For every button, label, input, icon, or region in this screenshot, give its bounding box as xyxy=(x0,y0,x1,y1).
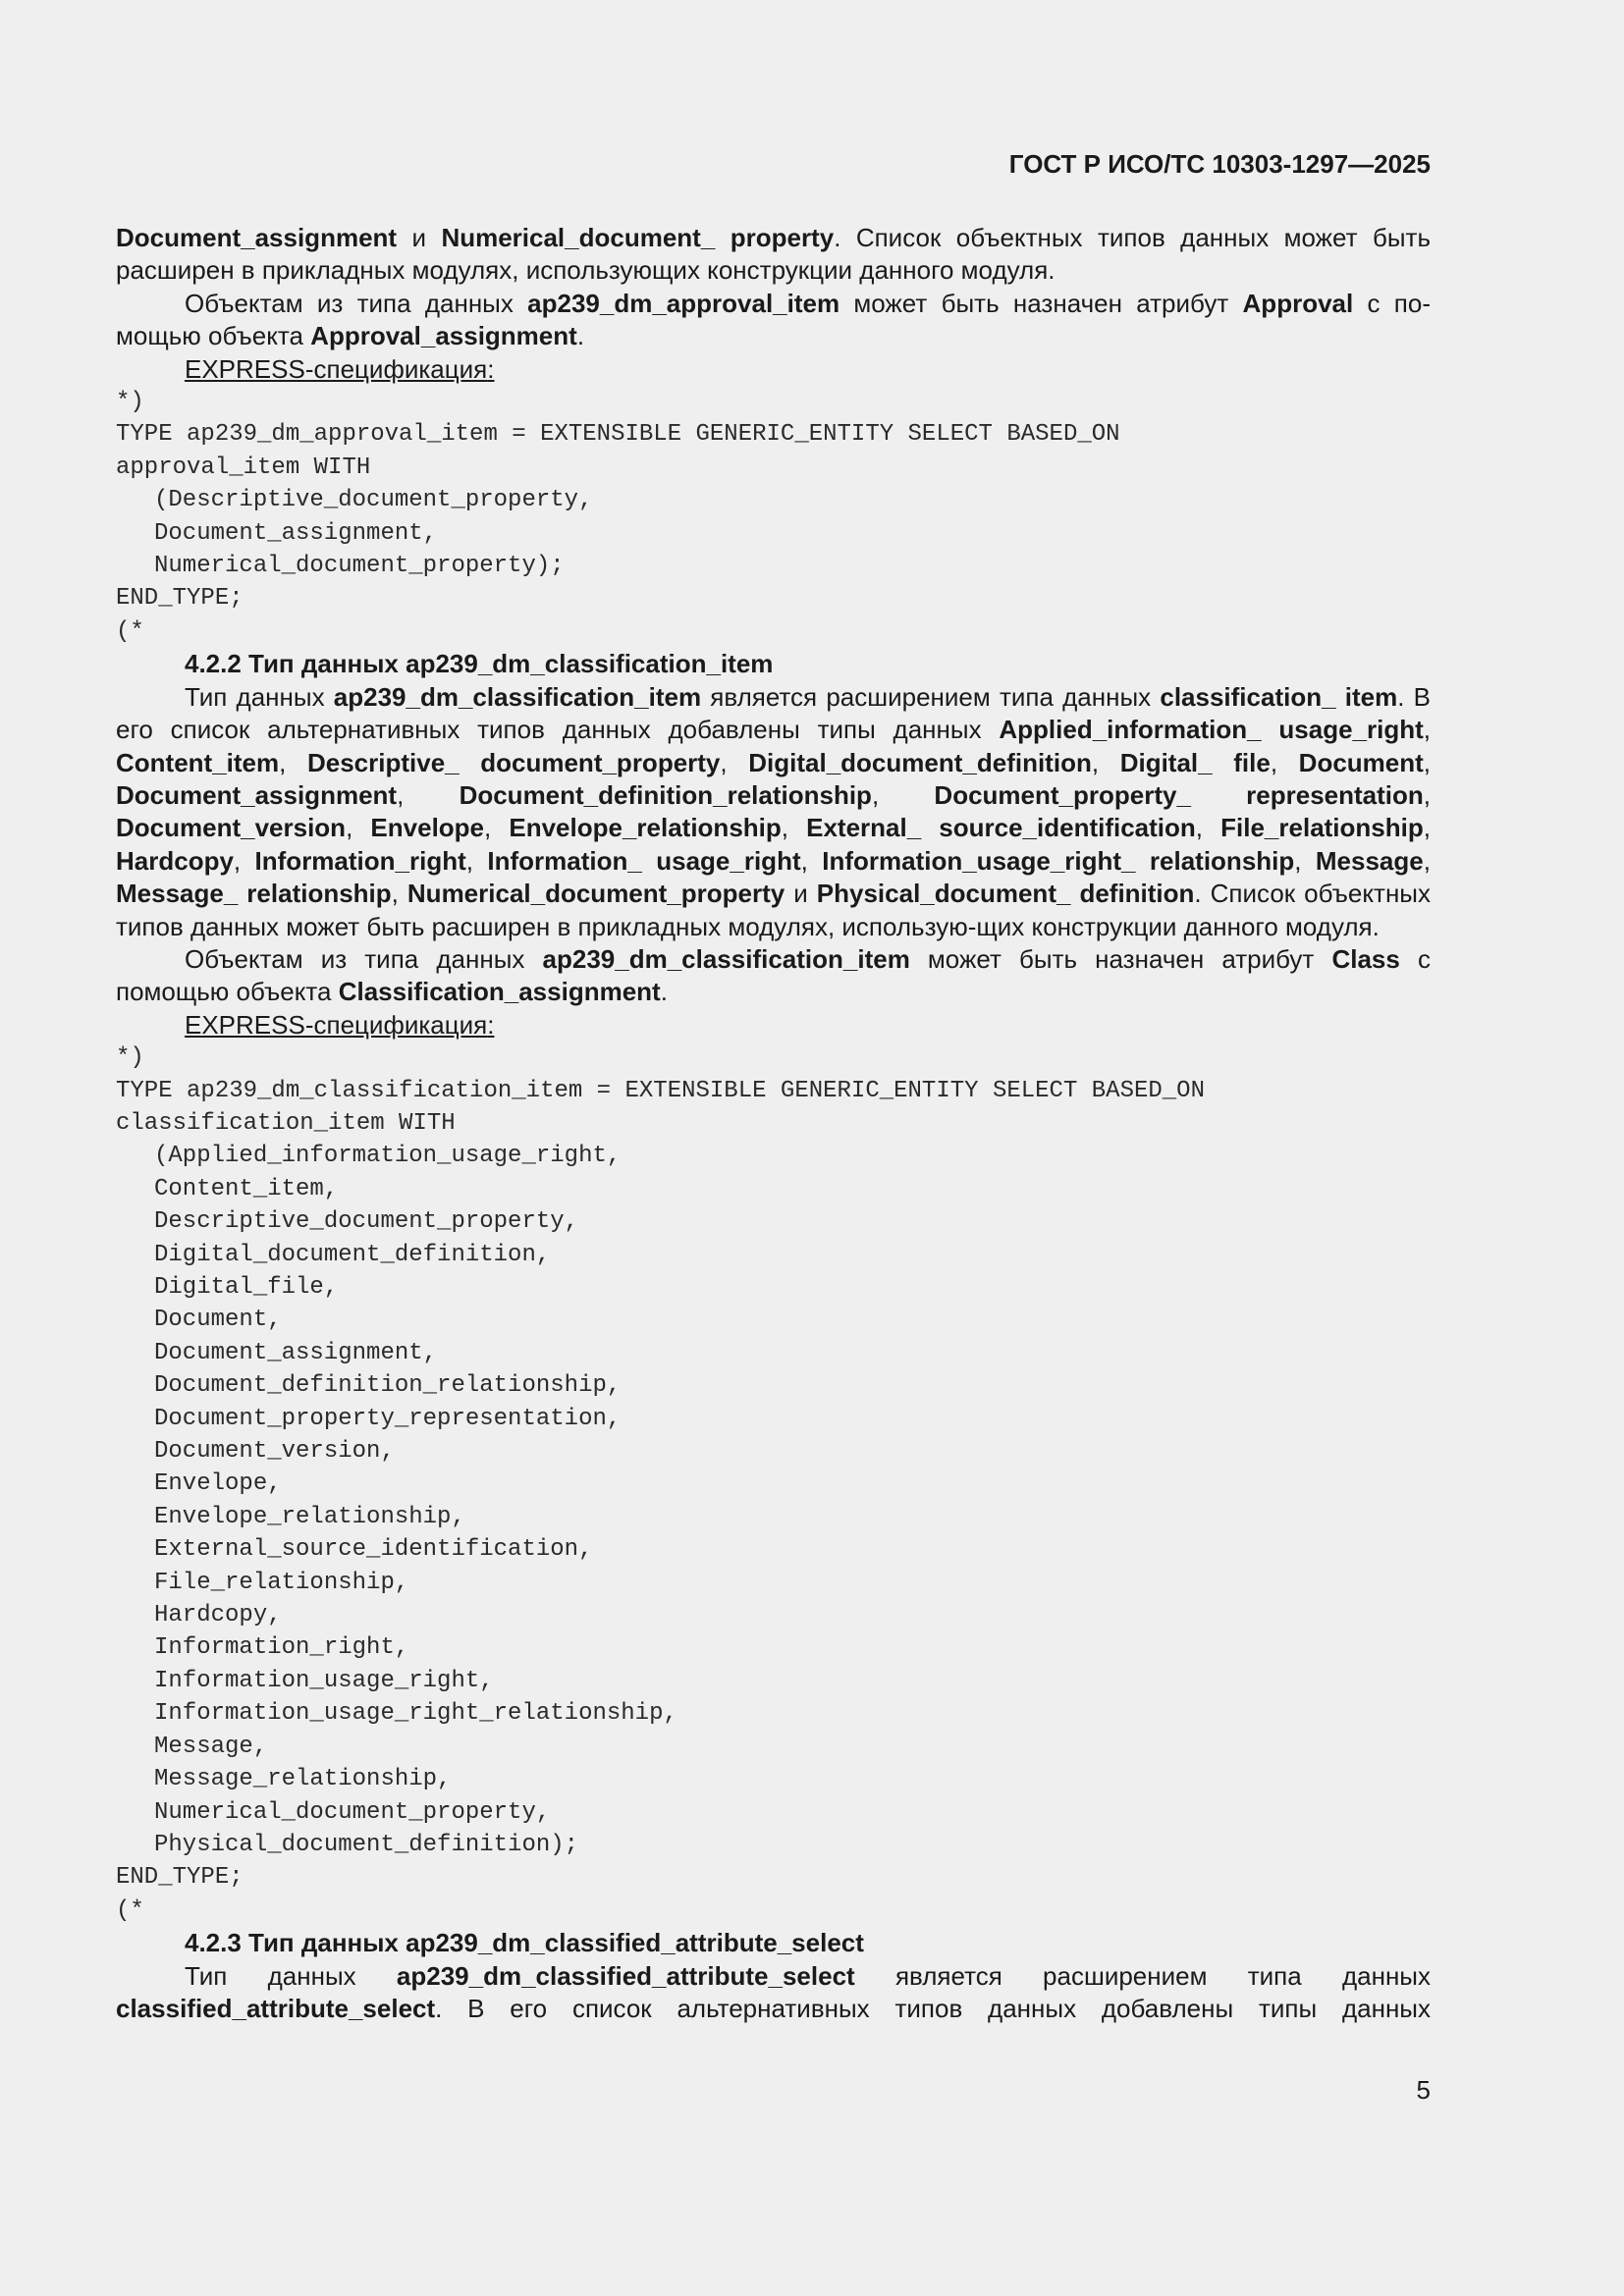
document-body xyxy=(116,222,1431,2025)
bold-term: ap239_dm_classification_item xyxy=(542,943,910,974)
code-line: TYPE ap239_dm_approval_item = EXTENSIBLE GENERIC_ENTITY SELECT BASED_ON xyxy=(116,421,1120,449)
text-run: , xyxy=(1270,747,1299,777)
paragraph-approval-assignment xyxy=(116,288,1431,353)
bold-term: Numerical_document_ property xyxy=(441,223,835,252)
page-number: 5 xyxy=(1416,2075,1431,2105)
code-line: classification_item WITH xyxy=(116,1109,456,1137)
bold-term: classification_ item xyxy=(1160,681,1398,712)
code-line: Information_usage_right, xyxy=(154,1667,494,1694)
express-label: EXPRESS-спецификация: xyxy=(185,353,495,384)
bold-term: Applied_information_ usage_right xyxy=(999,715,1424,745)
code-line: Digital_document_definition, xyxy=(154,1241,551,1268)
text-run: , xyxy=(1423,845,1431,876)
code-line: Document_assignment, xyxy=(154,1339,438,1366)
code-line: END_TYPE; xyxy=(116,585,244,613)
bold-term: ap239_dm_classified_attribute_select xyxy=(396,1960,855,1991)
bold-term: Classification_assignment xyxy=(338,977,661,1007)
bold-term: Information_right xyxy=(254,845,466,876)
code-block-approval-item xyxy=(116,418,1431,614)
text-run: является расширением типа данных xyxy=(701,681,1161,712)
bold-term: Hardcopy xyxy=(116,845,234,876)
code-line: Document_property_representation, xyxy=(154,1405,622,1432)
bold-term: Document_assignment xyxy=(116,223,398,252)
paragraph-classification-item xyxy=(116,681,1431,943)
express-label: EXPRESS-спецификация: xyxy=(185,1009,495,1040)
bold-term: ap239_dm_approval_item xyxy=(527,288,840,318)
bold-term: Approval xyxy=(1242,288,1354,318)
text-run: , xyxy=(1195,813,1221,843)
text-run: , xyxy=(346,813,371,843)
bold-term: ap239_dm_classification_item xyxy=(333,681,702,712)
bold-term: Envelope_relationship xyxy=(509,813,782,843)
text-run: , xyxy=(397,779,460,810)
text-run: , xyxy=(465,845,488,876)
text-run: , xyxy=(1423,779,1432,810)
paragraph-continuation xyxy=(116,222,1431,288)
text-run: , xyxy=(871,779,935,810)
text-run: , xyxy=(391,879,407,909)
code-block-classification-item xyxy=(116,1075,1431,1895)
bold-term: Document_version xyxy=(116,813,347,843)
section-heading-4-2-2: 4.2.2 Тип данных ap239_dm_classification_item xyxy=(185,649,774,679)
bold-term: Information_usage_right_ relationship xyxy=(822,845,1295,876)
code-line: Envelope, xyxy=(154,1470,282,1498)
bold-term: Approval_assignment xyxy=(310,321,577,351)
bold-term: Digital_document_definition xyxy=(748,747,1092,777)
code-line: File_relationship, xyxy=(154,1569,409,1596)
bold-term: File_relationship xyxy=(1220,813,1424,843)
code-line: END_TYPE; xyxy=(116,1864,244,1892)
text-run: , xyxy=(720,747,749,777)
text-run: . Список объектных типов данных может быть расширен в прикладных модулях, использующих конструкции данного модуля. xyxy=(116,223,1431,286)
code-close: (* xyxy=(116,1896,144,1924)
bold-term: Envelope xyxy=(370,813,485,843)
text-run: , xyxy=(1423,747,1432,777)
code-close: (* xyxy=(116,617,144,645)
paragraph-classification-assignment xyxy=(116,943,1431,1009)
code-line: Hardcopy, xyxy=(154,1602,282,1629)
text-run: Объектам из типа данных xyxy=(185,943,543,974)
page-header-standard: ГОСТ Р ИСО/ТС 10303-1297—2025 xyxy=(1008,149,1431,179)
text-run: Тип данных xyxy=(185,681,334,712)
bold-term: Digital_ file xyxy=(1119,747,1271,777)
code-line: Descriptive_document_property, xyxy=(154,1208,579,1236)
code-line: TYPE ap239_dm_classification_item = EXTENSIBLE GENERIC_ENTITY SELECT BASED_ON xyxy=(116,1077,1205,1104)
bold-term: Document_property_ representation xyxy=(934,779,1424,810)
section-heading-4-2-3: 4.2.3 Тип данных ap239_dm_classified_attribute_select xyxy=(185,1928,864,1958)
text-run: , xyxy=(800,845,823,876)
code-line: Envelope_relationship, xyxy=(154,1503,465,1530)
code-line: Physical_document_definition); xyxy=(154,1831,579,1858)
bold-term: classified_attribute_select xyxy=(116,1993,436,2023)
text-run: может быть назначен атрибут xyxy=(909,943,1332,974)
code-line: Document_definition_relationship, xyxy=(154,1372,622,1400)
bold-term: Document_assignment xyxy=(116,779,398,810)
code-line: Digital_file, xyxy=(154,1274,339,1301)
text-run: . В его список альтернативных типов данных добавлены типы данных xyxy=(435,1993,1431,2023)
express-label-text: EXPRESS-спецификация xyxy=(185,353,488,384)
bold-term: Message_ relationship xyxy=(116,879,392,909)
code-line: Message, xyxy=(154,1733,268,1760)
code-line: Information_usage_right_relationship, xyxy=(154,1700,677,1728)
text-run: . xyxy=(660,977,668,1007)
code-line: (Descriptive_document_property, xyxy=(154,487,593,514)
code-line: Information_right, xyxy=(154,1634,409,1662)
bold-term: Information_ usage_right xyxy=(487,845,801,876)
bold-term: External_ source_identification xyxy=(806,813,1196,843)
text-run: , xyxy=(1091,747,1120,777)
bold-term: Document xyxy=(1298,747,1424,777)
text-run: и xyxy=(397,223,442,252)
code-line: Document_assignment, xyxy=(154,519,438,547)
bold-term: Physical_document_ definition xyxy=(816,879,1195,909)
code-line: Document_version, xyxy=(154,1438,395,1466)
text-run: с помощью объекта xyxy=(116,943,1431,1007)
code-open: *) xyxy=(116,1044,144,1072)
code-line: Document, xyxy=(154,1307,282,1334)
code-line: Content_item, xyxy=(154,1175,339,1202)
text-run: Тип данных xyxy=(185,1960,397,1991)
code-line: (Applied_information_usage_right, xyxy=(154,1143,622,1170)
bold-term: Message xyxy=(1315,845,1424,876)
text-run: является расширением типа данных xyxy=(854,1960,1431,1991)
code-line: External_source_identification, xyxy=(154,1536,593,1564)
text-run: . Список объектных типов данных может быть расширен в прикладных модулях, использую-щих конструкции данного модуля. xyxy=(116,879,1431,941)
bold-term: Content_item xyxy=(116,747,280,777)
express-label-text: EXPRESS-спецификация xyxy=(185,1009,488,1040)
text-run: , xyxy=(1294,845,1316,876)
code-line: Numerical_document_property); xyxy=(154,553,565,580)
bold-term: Descriptive_ document_property xyxy=(306,747,721,777)
code-line: Numerical_document_property, xyxy=(154,1798,551,1826)
text-run: . xyxy=(576,321,585,351)
text-run: может быть назначен атрибут xyxy=(839,288,1243,318)
paragraph-classified-attribute-select xyxy=(116,1960,1431,2026)
text-run: , xyxy=(484,813,510,843)
code-line: Message_relationship, xyxy=(154,1766,452,1793)
text-run: с по-мощью объекта xyxy=(116,288,1431,351)
bold-term: Class xyxy=(1331,943,1400,974)
text-run: , xyxy=(233,845,255,876)
code-line: approval_item WITH xyxy=(116,454,371,481)
text-run: . В его список альтернативных типов данных добавлены типы данных xyxy=(116,681,1431,745)
bold-term: Numerical_document_property xyxy=(406,879,785,909)
code-open: *) xyxy=(116,389,144,416)
text-run: , xyxy=(1423,715,1431,745)
bold-term: Document_definition_relationship xyxy=(459,779,872,810)
text-run: Объектам из типа данных xyxy=(185,288,528,318)
text-run: , xyxy=(279,747,307,777)
text-run: , xyxy=(1423,813,1431,843)
text-run: , xyxy=(781,813,807,843)
text-run: и xyxy=(785,879,817,909)
